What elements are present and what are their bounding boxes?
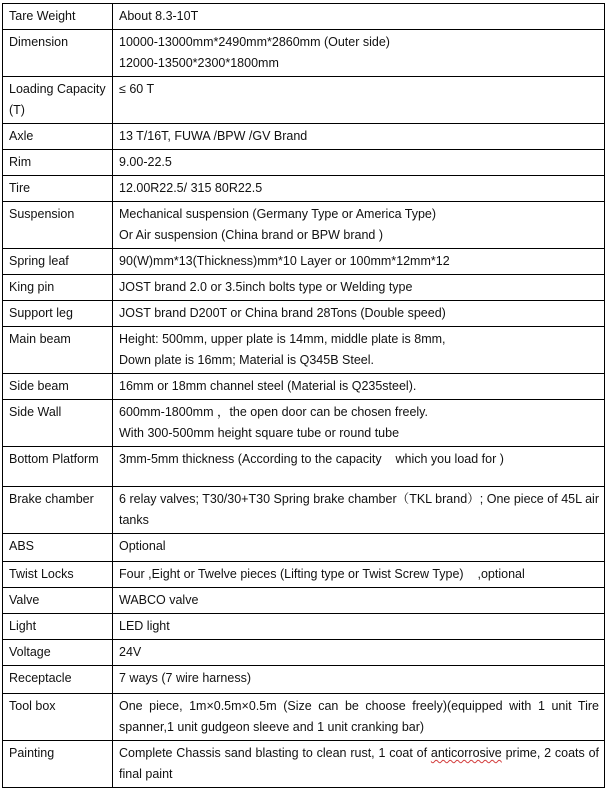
spec-label: Twist Locks bbox=[3, 562, 113, 588]
spec-value: WABCO valve bbox=[113, 588, 605, 614]
spec-label: Voltage bbox=[3, 640, 113, 666]
spec-label: Dimension bbox=[3, 30, 113, 77]
spec-row-receptacle bbox=[3, 666, 605, 694]
spec-label: ABS bbox=[3, 534, 113, 562]
spec-label: Valve bbox=[3, 588, 113, 614]
spec-row-brake-chamber bbox=[3, 487, 605, 534]
spec-value: 90(W)mm*13(Thickness)mm*10 Layer or 100mm*12mm*12 bbox=[113, 249, 605, 275]
spec-value: JOST brand D200T or China brand 28Tons (Double speed) bbox=[113, 301, 605, 327]
spec-value: 13 T/16T, FUWA /BPW /GV Brand bbox=[113, 124, 605, 150]
spec-label: Side beam bbox=[3, 374, 113, 400]
spec-row-light bbox=[3, 614, 605, 640]
spec-label: Rim bbox=[3, 150, 113, 176]
spec-row-valve bbox=[3, 588, 605, 614]
spec-row-main-beam bbox=[3, 327, 605, 374]
spec-value: Optional bbox=[113, 534, 605, 562]
spec-label: King pin bbox=[3, 275, 113, 301]
spellcheck-underlined-word: anticorrosive bbox=[430, 746, 502, 760]
spec-row-painting bbox=[3, 741, 605, 788]
spec-value: Mechanical suspension (Germany Type or America Type) Or Air suspension (China brand or BPW brand ) bbox=[113, 202, 605, 249]
spec-label: Receptacle bbox=[3, 666, 113, 694]
spec-row-voltage bbox=[3, 640, 605, 666]
spec-value: 7 ways (7 wire harness) bbox=[113, 666, 605, 694]
spec-label: Light bbox=[3, 614, 113, 640]
spec-value: ≤ 60 T bbox=[113, 77, 605, 124]
spec-label: Tare Weight bbox=[3, 4, 113, 30]
spec-value: 16mm or 18mm channel steel (Material is Q235steel). bbox=[113, 374, 605, 400]
spec-value: About 8.3-10T bbox=[113, 4, 605, 30]
spec-row-rim bbox=[3, 150, 605, 176]
spec-row-suspension bbox=[3, 202, 605, 249]
spec-row-tire bbox=[3, 176, 605, 202]
spec-value: One piece, 1m×0.5m×0.5m (Size can be choose freely)(equipped with 1 unit Tire spanner,1 unit gudgeon sleeve and 1 unit cranking bar) bbox=[113, 694, 605, 741]
spec-label: Side Wall bbox=[3, 400, 113, 447]
spec-value: JOST brand 2.0 or 3.5inch bolts type or Welding type bbox=[113, 275, 605, 301]
spec-value: Four ,Eight or Twelve pieces (Lifting type or Twist Screw Type) ,optional bbox=[113, 562, 605, 588]
spec-row-axle bbox=[3, 124, 605, 150]
spec-label: Suspension bbox=[3, 202, 113, 249]
spec-row-support-leg bbox=[3, 301, 605, 327]
spec-row-loading-capacity bbox=[3, 77, 605, 124]
spec-value: 24V bbox=[113, 640, 605, 666]
spec-value: 6 relay valves; T30/30+T30 Spring brake chamber（TKL brand）; One piece of 45L air tanks bbox=[113, 487, 605, 534]
spec-value: LED light bbox=[113, 614, 605, 640]
spec-label: Tool box bbox=[3, 694, 113, 741]
spec-value: 9.00-22.5 bbox=[113, 150, 605, 176]
spec-value: Height: 500mm, upper plate is 14mm, middle plate is 8mm, Down plate is 16mm; Material is Q345B Steel. bbox=[113, 327, 605, 374]
spec-row-side-wall bbox=[3, 400, 605, 447]
spec-label: Support leg bbox=[3, 301, 113, 327]
spec-row-spring-leaf bbox=[3, 249, 605, 275]
spec-value: 3mm-5mm thickness (According to the capacity which you load for ) bbox=[113, 447, 605, 487]
spec-table bbox=[2, 3, 605, 788]
spec-label: Main beam bbox=[3, 327, 113, 374]
spec-row-twist-locks bbox=[3, 562, 605, 588]
spec-row-king-pin bbox=[3, 275, 605, 301]
spec-label: Bottom Platform bbox=[3, 447, 113, 487]
spec-label: Brake chamber bbox=[3, 487, 113, 534]
spec-label: Spring leaf bbox=[3, 249, 113, 275]
spec-label: Painting bbox=[3, 741, 113, 788]
spec-label: Axle bbox=[3, 124, 113, 150]
spec-row-dimension bbox=[3, 30, 605, 77]
spec-label: Tire bbox=[3, 176, 113, 202]
spec-row-side-beam bbox=[3, 374, 605, 400]
spec-row-abs bbox=[3, 534, 605, 562]
spec-label: Loading Capacity (T) bbox=[3, 77, 113, 124]
spec-row-bottom-platform bbox=[3, 447, 605, 487]
spec-value: 12.00R22.5/ 315 80R22.5 bbox=[113, 176, 605, 202]
spec-value: 10000-13000mm*2490mm*2860mm (Outer side) 12000-13500*2300*1800mm bbox=[113, 30, 605, 77]
spec-value: Complete Chassis sand blasting to clean rust, 1 coat of anticorrosive prime, 2 coats of final paint bbox=[113, 741, 605, 788]
spec-row-tare-weight bbox=[3, 4, 605, 30]
spec-value: 600mm-1800mm ，the open door can be chosen freely. With 300-500mm height square tube or round tube bbox=[113, 400, 605, 447]
